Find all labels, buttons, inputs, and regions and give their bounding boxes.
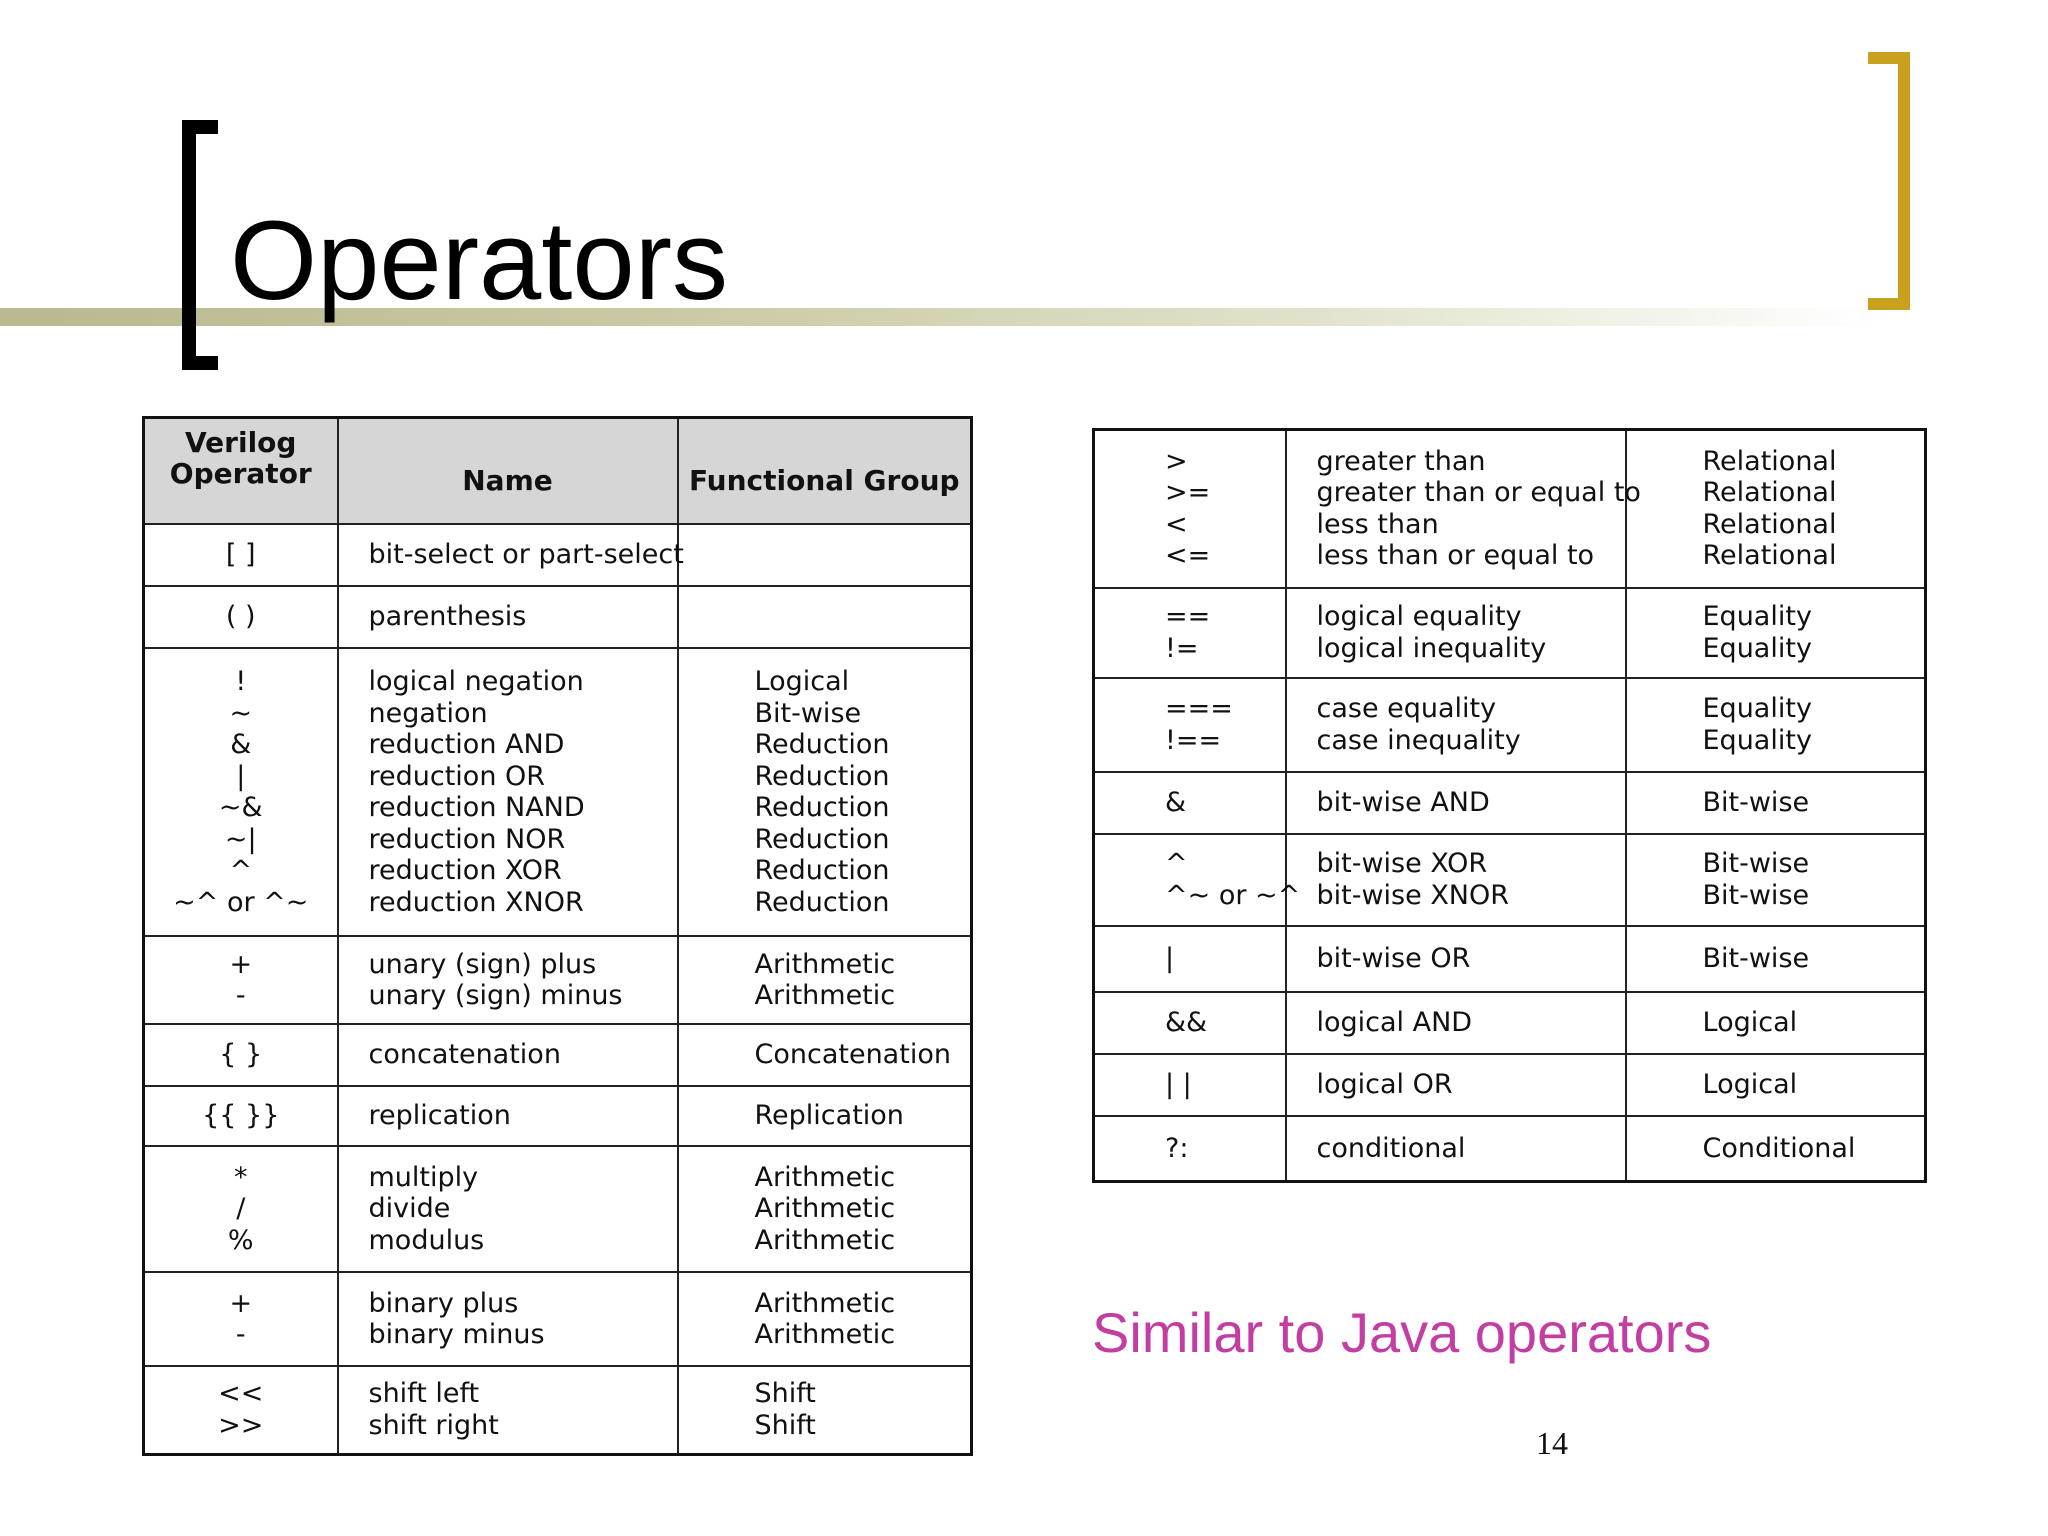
table-row: [1094, 430, 1926, 588]
table-row: [144, 648, 972, 936]
left-table-body: [144, 524, 972, 1454]
group-cell: [1626, 1054, 1926, 1116]
group-line: Shift: [754, 1378, 816, 1410]
operator-line: ( ): [225, 601, 256, 633]
name-line: parenthesis: [368, 601, 527, 633]
group-line: Conditional: [1702, 1132, 1856, 1164]
operator-cell: [1094, 430, 1286, 588]
name-line: case inequality: [1316, 724, 1521, 756]
name-cell: [338, 648, 678, 936]
header-operator-line2: Operator: [169, 457, 312, 490]
name-line: multiply: [368, 1161, 479, 1193]
operator-line: +: [229, 948, 253, 980]
table-row: [1094, 678, 1926, 772]
name-line: reduction OR: [368, 760, 546, 792]
group-line: Arithmetic: [754, 1287, 896, 1319]
group-cell: [678, 1146, 972, 1272]
right-bracket-decoration: [1868, 52, 1910, 310]
group-line: Shift: [754, 1409, 816, 1441]
group-line: Bit-wise: [1702, 786, 1810, 818]
group-line: Arithmetic: [754, 980, 896, 1011]
group-cell: [1626, 926, 1926, 992]
name-cell: [338, 524, 684, 586]
operator-line: | |: [1165, 1068, 1192, 1100]
operator-line: { }: [219, 1039, 263, 1071]
name-line: logical OR: [1316, 1068, 1453, 1100]
group-cell: [1626, 588, 1926, 678]
group-line: Bit-wise: [1702, 879, 1810, 911]
name-cell: [338, 1024, 678, 1086]
name-cell: [338, 1146, 678, 1272]
group-cell: [1626, 772, 1926, 834]
right-table-body: [1094, 430, 1926, 1182]
name-line: less than: [1316, 508, 1439, 540]
table-row: [1094, 1116, 1926, 1182]
name-line: bit-wise XOR: [1316, 848, 1488, 879]
group-cell: [1626, 430, 1926, 588]
table-row: [1094, 588, 1926, 678]
group-cell: [678, 524, 972, 586]
group-line: Arithmetic: [754, 1161, 896, 1193]
name-cell: [1286, 678, 1626, 772]
table-row: [144, 1366, 972, 1454]
name-line: less than or equal to: [1316, 540, 1595, 572]
operator-line: >=: [1165, 477, 1211, 509]
operator-line: !==: [1165, 724, 1222, 756]
name-cell: [1286, 1054, 1626, 1116]
operator-line: ~|: [224, 823, 257, 855]
name-line: unary (sign) plus: [368, 948, 597, 980]
group-cell: [1626, 1116, 1926, 1182]
group-cell: [678, 586, 972, 648]
name-line: reduction NOR: [368, 823, 566, 855]
name-line: reduction XOR: [368, 855, 562, 886]
group-line: Relational: [1702, 445, 1837, 477]
name-line: bit-wise XNOR: [1316, 879, 1510, 911]
group-line: Relational: [1702, 508, 1837, 540]
name-line: bit-wise OR: [1316, 942, 1471, 974]
operator-cell: [144, 648, 338, 936]
table-row: [144, 1086, 972, 1146]
operator-cell: [144, 1272, 338, 1366]
page-number: 14: [1536, 1425, 1568, 1461]
name-line: case equality: [1316, 693, 1497, 724]
operators-table-continued: [1092, 428, 1927, 1183]
table-header-row: [144, 418, 972, 525]
group-line: Equality: [1702, 601, 1812, 632]
group-line: Equality: [1702, 693, 1812, 724]
group-line: Bit-wise: [1702, 942, 1810, 974]
operator-cell: [1094, 1116, 1286, 1182]
operator-cell: [1094, 926, 1286, 992]
operator-line: ^~ or ~^: [1165, 879, 1301, 911]
operator-line: -: [235, 980, 246, 1011]
name-line: replication: [368, 1100, 511, 1132]
table-row: [1094, 992, 1926, 1054]
group-line: Bit-wise: [1702, 848, 1810, 879]
name-line: binary minus: [368, 1319, 545, 1350]
header-name: Name: [338, 418, 678, 525]
name-line: bit-wise AND: [1316, 786, 1490, 818]
operator-cell: [1094, 834, 1301, 926]
operator-cell: [144, 1146, 338, 1272]
name-cell: [1286, 772, 1626, 834]
operator-line: &: [1165, 786, 1187, 818]
table-row: [1094, 834, 1926, 926]
operator-cell: [1094, 772, 1286, 834]
operator-cell: [1094, 678, 1286, 772]
operator-line: <<: [218, 1378, 264, 1410]
name-line: conditional: [1316, 1132, 1466, 1164]
group-cell: [678, 1366, 972, 1454]
operator-line: {{ }}: [202, 1100, 280, 1132]
operator-cell: [1094, 992, 1286, 1054]
name-line: logical negation: [368, 666, 584, 697]
name-cell: [1286, 430, 1641, 588]
operator-cell: [144, 524, 338, 586]
name-line: concatenation: [368, 1039, 561, 1071]
table-row: [1094, 1054, 1926, 1116]
operator-line: |: [1165, 942, 1175, 974]
group-line: Logical: [1702, 1068, 1798, 1100]
operator-line: ===: [1165, 693, 1233, 724]
operator-line: <: [1165, 508, 1188, 540]
operator-line: *: [234, 1161, 248, 1193]
name-cell: [1286, 1116, 1626, 1182]
operator-line: >: [1165, 445, 1188, 477]
operator-line: %: [227, 1224, 254, 1256]
operator-line: <=: [1165, 540, 1211, 572]
operator-cell: [1094, 1054, 1286, 1116]
name-cell: [1286, 992, 1626, 1054]
name-line: reduction AND: [368, 729, 565, 760]
name-line: bit-select or part-select: [368, 539, 684, 571]
group-line: Logical: [1702, 1006, 1798, 1038]
table-row: [1094, 926, 1926, 992]
table-row: [144, 936, 972, 1024]
header-operator-line1: Verilog: [185, 426, 297, 459]
name-cell: [1286, 926, 1626, 992]
name-line: logical AND: [1316, 1006, 1473, 1038]
operator-line: ~&: [218, 792, 263, 823]
group-line: Reduction: [754, 760, 890, 792]
header-verilog-operator: [144, 418, 338, 525]
operator-line: ~^ or ^~: [173, 886, 309, 918]
slide-title: Operators: [230, 198, 728, 323]
group-line: Reduction: [754, 823, 890, 855]
group-cell: [678, 1272, 972, 1366]
name-line: shift left: [368, 1378, 480, 1410]
group-cell: [1626, 678, 1926, 772]
table-row: [144, 1146, 972, 1272]
operator-line: >>: [218, 1409, 264, 1441]
name-cell: [1286, 834, 1626, 926]
group-cell: [678, 1024, 972, 1086]
operator-cell: [144, 586, 338, 648]
operator-line: !=: [1165, 632, 1199, 664]
header-functional-group: Functional Group: [678, 418, 972, 525]
group-line: Arithmetic: [754, 1193, 896, 1225]
operator-cell: [144, 1366, 338, 1454]
group-line: Reduction: [754, 855, 890, 886]
operator-line: &&: [1165, 1006, 1208, 1038]
name-line: reduction NAND: [368, 792, 585, 823]
group-line: Logical: [754, 666, 850, 697]
verilog-operators-table: [142, 416, 973, 1456]
operator-line: &: [230, 729, 252, 760]
name-line: greater than or equal to: [1316, 477, 1641, 509]
group-line: Relational: [1702, 477, 1837, 509]
operator-line: |: [236, 760, 246, 792]
operator-cell: [144, 1086, 338, 1146]
group-line: Concatenation: [754, 1039, 951, 1071]
group-cell: [1626, 992, 1926, 1054]
operator-cell: [144, 1024, 338, 1086]
group-line: Reduction: [754, 886, 890, 918]
operator-line: ==: [1165, 601, 1211, 632]
group-line: Arithmetic: [754, 1319, 896, 1350]
operator-line: -: [235, 1319, 246, 1350]
operator-line: ~: [229, 697, 253, 729]
group-cell: [678, 648, 972, 936]
operator-line: /: [236, 1193, 246, 1225]
group-cell: [678, 1086, 972, 1146]
name-cell: [338, 936, 678, 1024]
table-row: [144, 1024, 972, 1086]
group-line: Reduction: [754, 792, 890, 823]
table-row: [144, 1272, 972, 1366]
group-line: Arithmetic: [754, 1224, 896, 1256]
name-cell: [338, 1366, 678, 1454]
group-line: Bit-wise: [754, 697, 862, 729]
operator-line: [ ]: [225, 539, 256, 571]
operator-line: ?:: [1165, 1132, 1189, 1164]
left-bracket-decoration: [182, 120, 218, 370]
name-line: binary plus: [368, 1287, 519, 1319]
name-line: logical equality: [1316, 601, 1522, 632]
name-cell: [1286, 588, 1626, 678]
name-line: unary (sign) minus: [368, 980, 623, 1011]
name-line: divide: [368, 1193, 451, 1225]
name-line: shift right: [368, 1409, 499, 1441]
group-line: Equality: [1702, 632, 1812, 664]
name-cell: [338, 586, 678, 648]
name-cell: [338, 1272, 678, 1366]
name-line: modulus: [368, 1224, 485, 1256]
group-line: Relational: [1702, 540, 1837, 572]
operator-cell: [1094, 588, 1286, 678]
group-cell: [1626, 834, 1926, 926]
operator-line: !: [235, 666, 247, 697]
table-row: [1094, 772, 1926, 834]
name-line: negation: [368, 697, 488, 729]
operator-line: ^: [1165, 848, 1188, 879]
name-line: logical inequality: [1316, 632, 1547, 664]
group-line: Equality: [1702, 724, 1812, 756]
group-line: Reduction: [754, 729, 890, 760]
subtitle-java-note: Similar to Java operators: [1092, 1301, 1712, 1364]
name-cell: [338, 1086, 678, 1146]
name-line: reduction XNOR: [368, 886, 584, 918]
operator-line: ^: [229, 855, 253, 886]
operator-line: +: [229, 1287, 253, 1319]
group-line: Replication: [754, 1100, 904, 1132]
name-line: greater than: [1316, 445, 1486, 477]
operator-cell: [144, 936, 338, 1024]
table-row: [144, 586, 972, 648]
table-row: [144, 524, 972, 586]
group-cell: [678, 936, 972, 1024]
group-line: Arithmetic: [754, 948, 896, 980]
